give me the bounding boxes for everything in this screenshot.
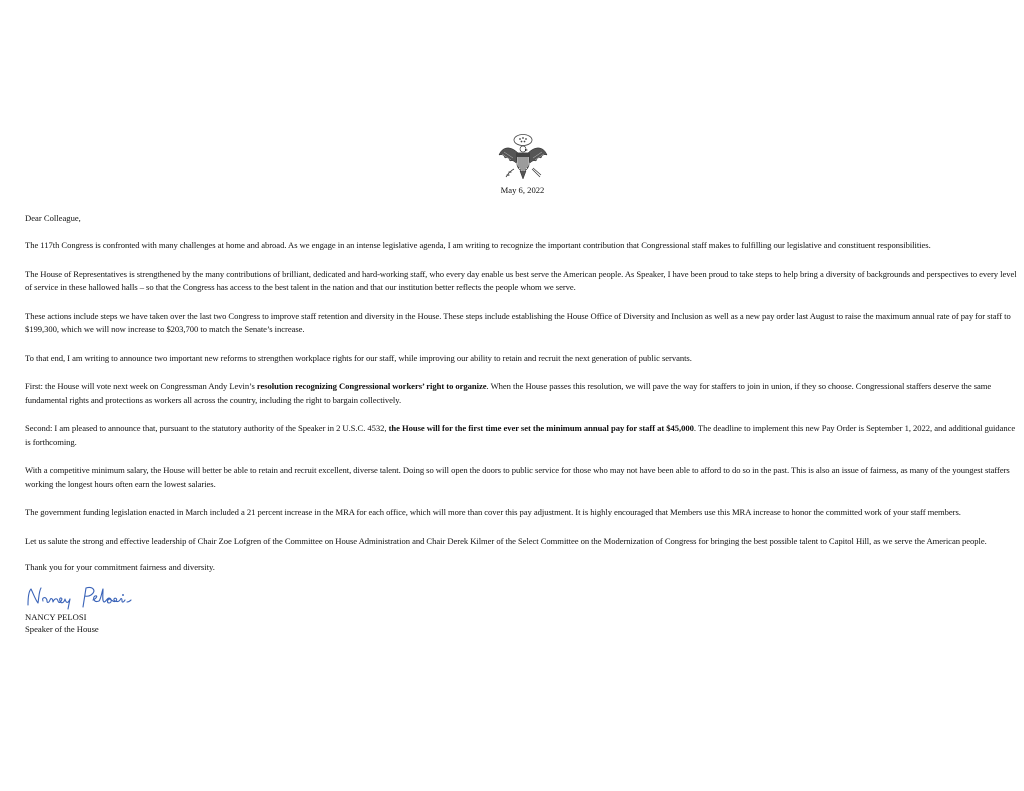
paragraph-2: The House of Representatives is strengthened by the many contributions of brilliant, dedicated and hard-working staff, who every day enable us best serve the American people. As Speaker, I have been proud to take steps to help bring a diversity of backgrounds and perspectives to every level of service in these hallowed halls – so that the Congress has access to the best talent in the nation and that our institution better reflects the people whom we serve.: [25, 268, 1017, 292]
paragraph-5-text-a: First: the House will vote next week on Congressman Andy Levin’s: [25, 381, 257, 391]
paragraph-3: These actions include steps we have taken over the last two Congress to improve staff retention and diversity in the House. These steps include establishing the House Office of Diversity and Inclusion as well as a new pay order last August to raise the maximum annual rate of pay for staff to $199,300, which we will now increase to $203,700 to match the Senate’s increase.: [25, 310, 1011, 334]
paragraph-9: Let us salute the strong and effective leadership of Chair Zoe Lofgren of the Committee on House Administration and Chair Derek Kilmer of the Select Committee on the Modernization of Congress for bringing the best possible talent to Capitol Hill, as we serve the American people.: [25, 535, 987, 546]
paragraph-6-text-a: Second: I am pleased to announce that, pursuant to the statutory authority of the Speaker in 2 U.S.C. 4532,: [25, 423, 389, 433]
paragraph-5-bold: resolution recognizing Congressional workers’ right to organize: [256, 381, 487, 391]
paragraph-5: [25, 380, 1020, 407]
paragraph-6: [25, 422, 1020, 449]
signer-title: Speaker of the House: [25, 624, 99, 634]
letter: [25, 133, 1020, 635]
closing-line: Thank you for your commitment fairness and diversity.: [25, 562, 215, 572]
paragraph-6-text-c: . The deadline to implement this new Pay Order is September 1, 2022, and additional guidance is forthcoming.: [25, 423, 1016, 447]
paragraph-5-text-c: . When the House passes this resolution, we will pave the way for staffers to join in union, if they so choose. Congressional staffers deserve the same fundamental rights and protections as workers all across the country, including the right to bargain collectively.: [25, 381, 992, 405]
paragraph-6-bold: the House will for the first time ever set the minimum annual pay for staff at $45,000: [388, 423, 694, 433]
paragraph-1: The 117th Congress is confronted with many challenges at home and abroad. As we engage in an intense legislative agenda, I am writing to recognize the important contribution that Congressional staff makes to fulfilling our legislative and constituent responsibilities.: [25, 240, 931, 250]
salutation: Dear Colleague,: [25, 213, 81, 223]
great-seal-eagle-icon: [496, 133, 550, 183]
paragraph-7: With a competitive minimum salary, the House will better be able to retain and recruit excellent, diverse talent. Doing so will open the doors to public service for those who may not have been able to afford to do so in the past. This is also an issue of fairness, as many of the youngest staffers working the longest hours often earn the lowest salaries.: [25, 465, 1010, 489]
signer-name: NANCY PELOSI: [25, 612, 87, 622]
letter-date: May 6, 2022: [500, 185, 545, 195]
handwritten-signature: [25, 583, 135, 611]
paragraph-4: To that end, I am writing to announce two important new reforms to strengthen workplace rights for our staff, while improving our ability to retain and recruit the next generation of public servants.: [25, 352, 692, 363]
seal-container: [25, 133, 1020, 183]
paragraph-8: The government funding legislation enacted in March included a 21 percent increase in the MRA for each office, which will more than cover this pay adjustment. It is highly encouraged that Members use this MRA increase to honor the committed work of your staff members.: [25, 507, 961, 517]
